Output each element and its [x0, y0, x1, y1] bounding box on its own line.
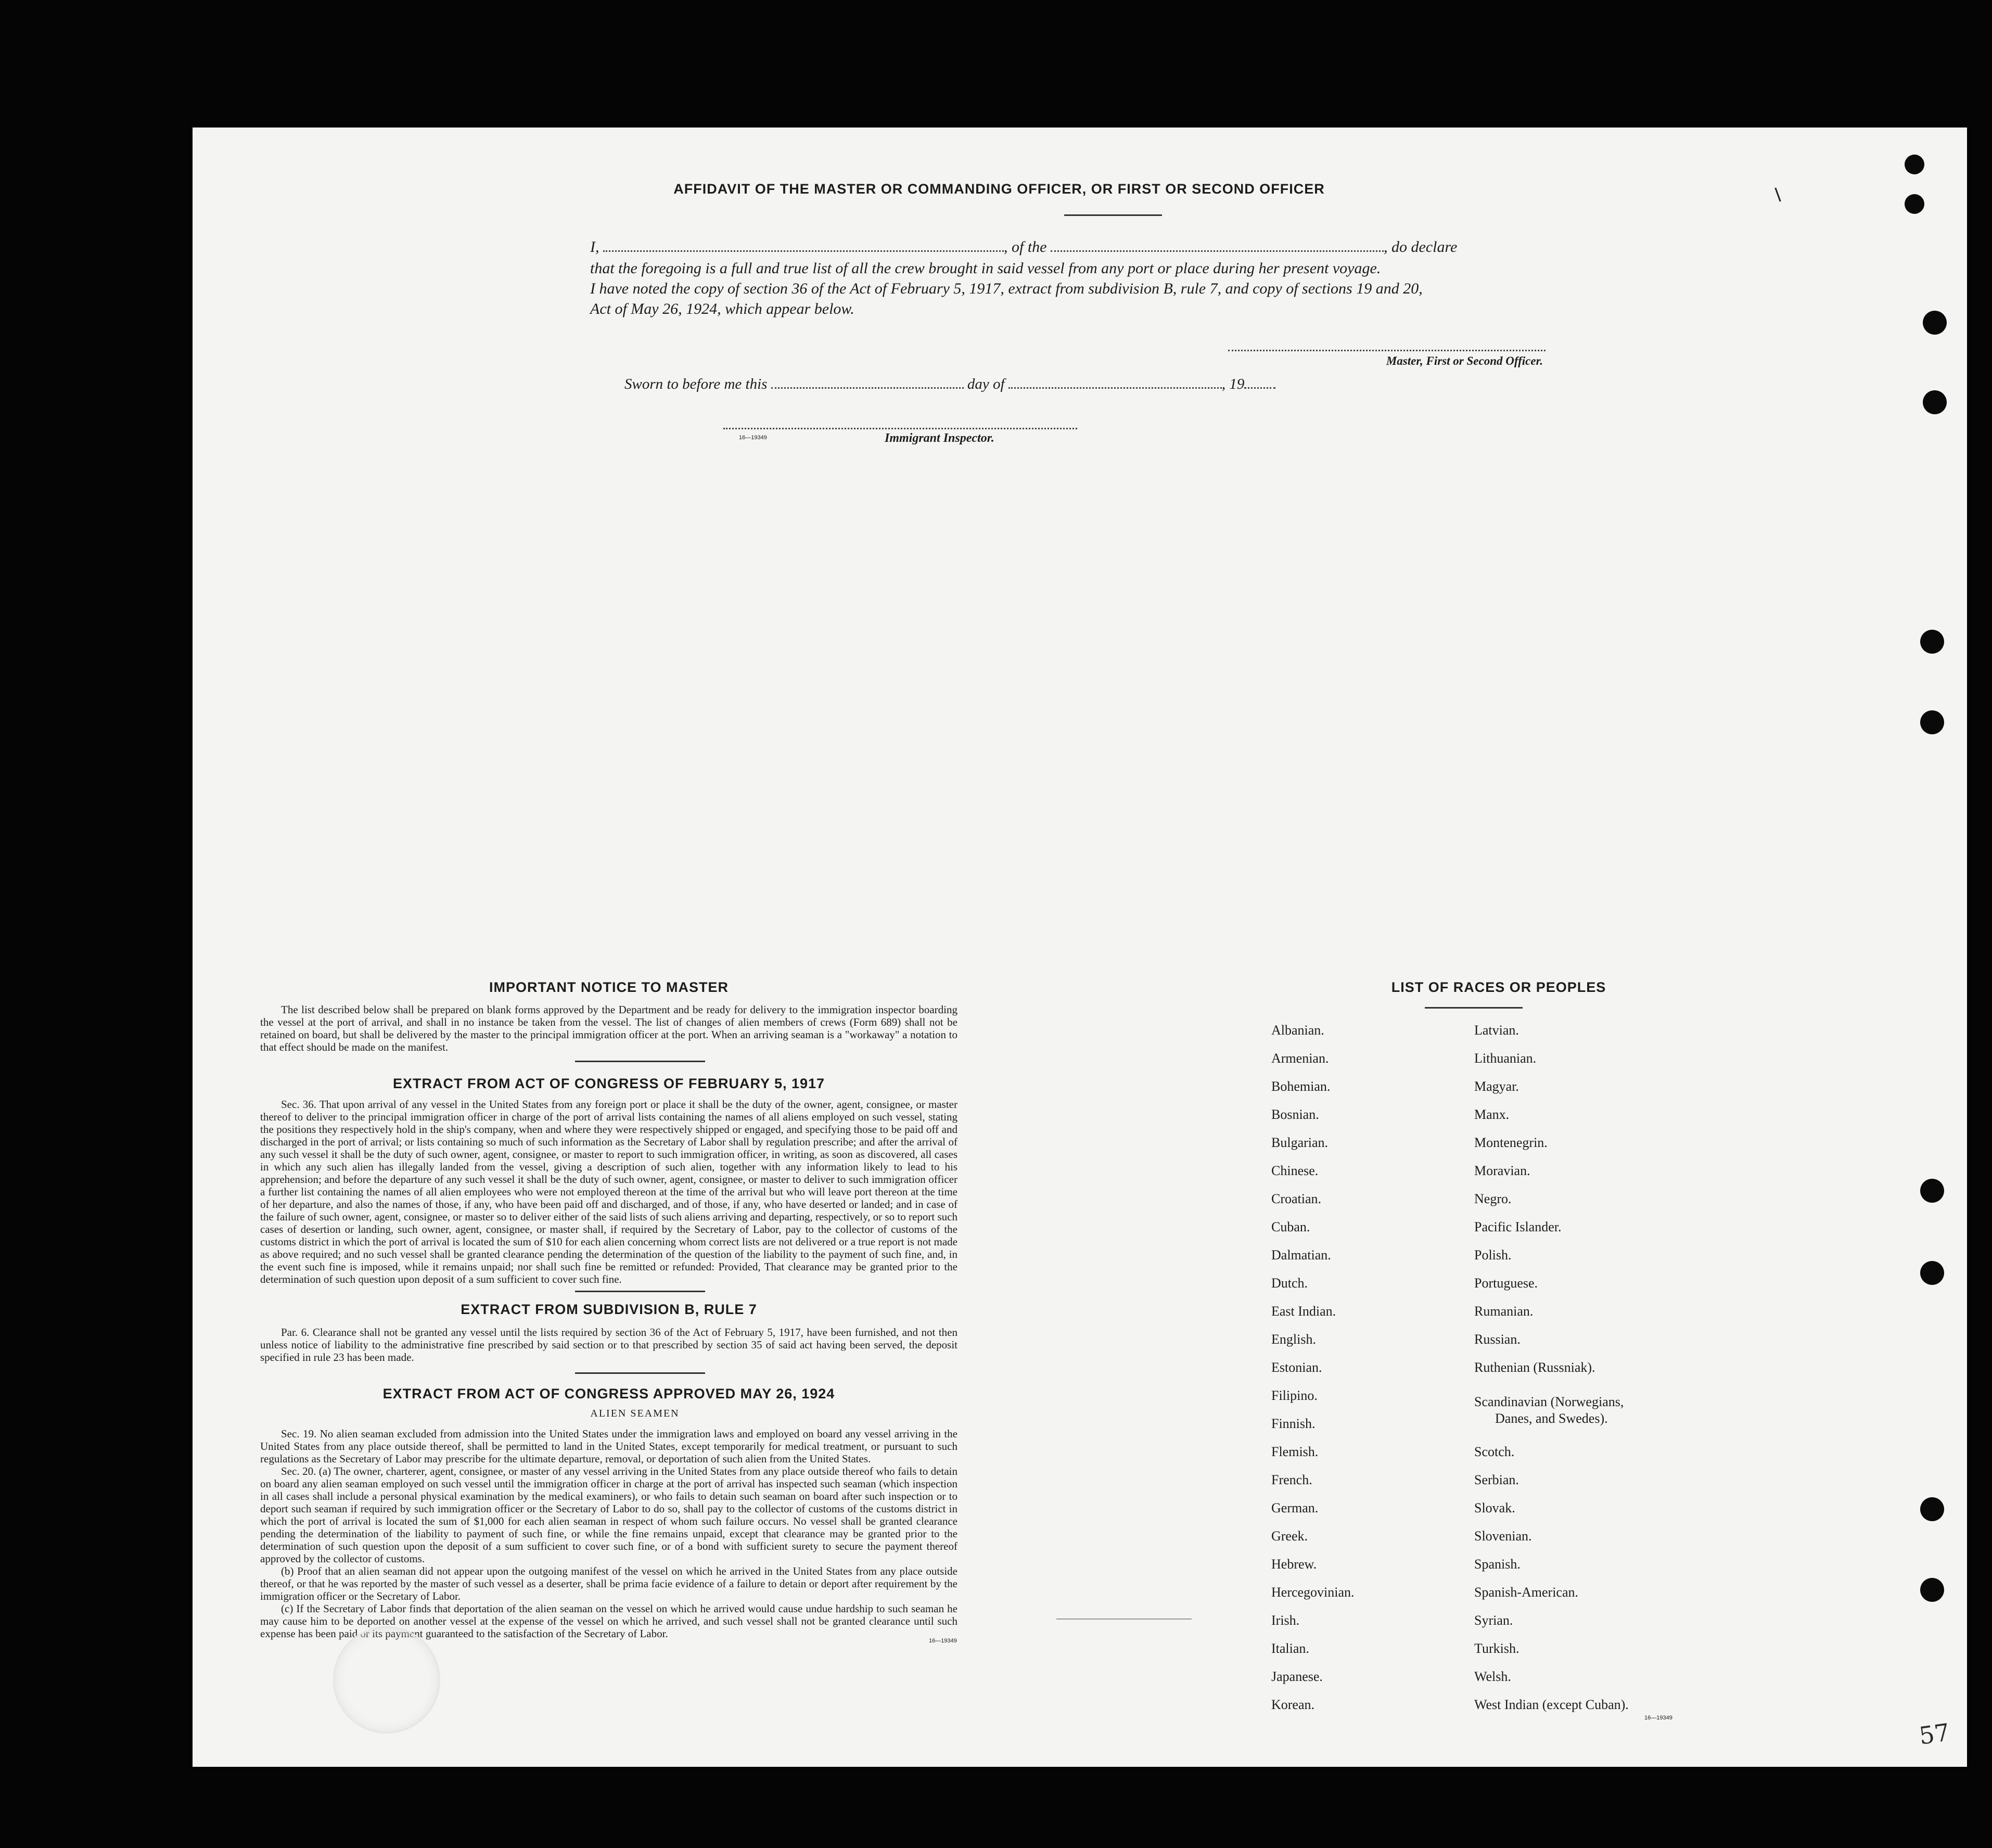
- race-item: Turkish.: [1474, 1641, 1519, 1656]
- race-item: Danes, and Swedes).: [1495, 1411, 1608, 1426]
- par-6-text: Par. 6. Clearance shall not be granted any vessel until the lists required by section 36 of the Act of February 5, 1917, have been furnished, and not then unless notice of liability to the administrative fine prescribed by said section or to that prescribed by section 35 of said act having been served, the deposit specified in rule 23 has been made.: [260, 1326, 957, 1363]
- race-item: Spanish-American.: [1474, 1585, 1579, 1600]
- affidavit-line-4: Act of May 26, 1924, which appear below.: [590, 300, 854, 317]
- race-item: Hebrew.: [1271, 1557, 1317, 1572]
- race-item: Japanese.: [1271, 1669, 1323, 1684]
- declaration-do-declare: , do declare: [1384, 238, 1458, 256]
- race-item: East Indian.: [1271, 1304, 1336, 1319]
- affidavit-line-3: I have noted the copy of section 36 of the Act of February 5, 1917, extract from subdivision B, rule 7, and copy of sections 19 and 20,: [590, 280, 1423, 297]
- declaration-of-the: , of the: [1004, 238, 1047, 256]
- binder-hole: [1920, 1497, 1944, 1521]
- binder-hole: [1920, 1261, 1944, 1285]
- binder-hole: [1920, 630, 1944, 654]
- sworn-year-blank[interactable]: [1244, 387, 1275, 389]
- document-page: [193, 128, 1967, 1767]
- race-item: Korean.: [1271, 1697, 1315, 1712]
- binder-hole: [1905, 155, 1924, 174]
- form-number: 16—19349: [929, 1638, 957, 1644]
- race-item: Irish.: [1271, 1613, 1300, 1628]
- race-item: Scandinavian (Norwegians,: [1474, 1394, 1624, 1409]
- inspector-signature-line[interactable]: [723, 428, 1077, 429]
- vessel-blank[interactable]: [1051, 250, 1384, 252]
- race-item: Manx.: [1474, 1107, 1510, 1122]
- race-item: Rumanian.: [1474, 1304, 1534, 1319]
- race-item: Albanian.: [1271, 1023, 1324, 1038]
- binder-hole: [1905, 194, 1924, 214]
- race-item: Dalmatian.: [1271, 1247, 1331, 1263]
- rule7-body: [260, 1326, 957, 1363]
- race-item: German.: [1271, 1500, 1319, 1515]
- race-item: Hercegovinian.: [1271, 1585, 1355, 1600]
- declaration-i: I,: [590, 238, 599, 256]
- race-item: Polish.: [1474, 1247, 1512, 1263]
- race-item: Portuguese.: [1474, 1276, 1538, 1291]
- race-item: Flemish.: [1271, 1444, 1319, 1459]
- sec-36-text: Sec. 36. That upon arrival of any vessel in the United States from any foreign port or place it shall be the duty of the owner, agent, consignee, or master thereof to deliver to the principal immigration officer in charge of the port of arrival lists containing the names of all aliens employed on such vessel, stating the positions they respectively hold in the ship's company, when and where they were respectively shipped or engaged, and specifying those to be paid off and discharged in the port of arrival; or lists containing so much of such information as the Secretary of Labor shall by regulation prescribe; and after the arrival of any such vessel it shall be the duty of such owner, agent, consignee, or master to report to such immigration officer, in writing, as soon as discovered, all cases in which any such alien has illegally landed from the vessel, giving a description of such alien, together with any information likely to lead to his apprehension; and before the departure of any such vessel it shall be the duty of such owner, agent, consignee, or master to deliver to such immigration officer a further list containing the names of all alien employees who were not employed thereon at the time of the arrival but who will leave port thereon at the time of her departure, and also the names of those, if any, who have been paid off and discharged, and of those, if any, who have deserted or landed; and in case of the failure of such owner, agent, consignee, or master so to deliver either of the said lists of such aliens arriving and departing, respectively, or so to report such cases of desertion or landing, such owner, agent, consignee, or master shall, if required by the Secretary of Labor, pay to the collector of customs of the customs district in which the port of arrival is located the sum of $10 for each alien concerning whom correct lists are not delivered or a true report is not made as above required; and no such vessel shall be granted clearance pending the determination of the question of the liability to the payment of such fine, and, in the event such fine is imposed, while it remains unpaid; nor shall such fine be remitted or refunded: Provided, That clearance may be granted prior to the determination of such question upon deposit of a sum sufficient to cover such fine.: [260, 1098, 957, 1285]
- embossed-seal: [333, 1626, 440, 1734]
- sec-20a-text: Sec. 20. (a) The owner, charterer, agent, consignee, or master of any vessel arriving in the United States from any place outside thereof who fails to detain on board any alien seaman employed on such vessel until the immigration officer in charge at the port of arrival has inspected such seaman (which inspection in all cases shall include a personal physical examination by the medical examiners), or who fails to detain such seaman on board after such inspection or to deport such seaman if required by such immigration officer or the Secretary of Labor to do so, shall pay to the collector of customs of the customs district in which the port of arrival is located the sum of $1,000 for each alien seaman in respect of whom such failure occurs. No vessel shall be granted clearance pending the determination of the liability to payment of such fine, or while the fine remains unpaid, except that clearance may be granted prior to the determination of such question upon the deposit of a sum sufficient to cover such fine, or of a bond with sufficient surety to secure the payment thereof approved by the collector of customs.: [260, 1465, 957, 1565]
- race-item: Cuban.: [1271, 1219, 1310, 1234]
- sworn-line: [624, 376, 1353, 393]
- race-item: French.: [1271, 1472, 1312, 1487]
- sworn-date-blank[interactable]: [771, 387, 964, 389]
- sworn-year: , 19: [1221, 376, 1245, 392]
- race-item: Greek.: [1271, 1528, 1308, 1544]
- name-blank[interactable]: [603, 250, 1004, 252]
- race-item: Lithuanian.: [1474, 1051, 1537, 1066]
- races-title: LIST OF RACES OR PEOPLES: [1391, 979, 1606, 995]
- extract-1917-body: [260, 1098, 957, 1285]
- sworn-prefix: Sworn to before me this: [624, 376, 768, 392]
- signature-label: Master, First or Second Officer.: [1386, 354, 1543, 367]
- section-divider: [575, 1291, 705, 1292]
- extract-1924-title: EXTRACT FROM ACT OF CONGRESS APPROVED MAY 26, 1924: [382, 1386, 835, 1401]
- section-divider: [575, 1372, 705, 1374]
- sworn-month-blank[interactable]: [1008, 387, 1222, 389]
- sec-20c-text: (c) If the Secretary of Labor finds that deportation of the alien seaman on the vessel on which he arrived would cause undue hardship to such seaman he may cause him to be deported on another vessel at the expense of the vessel on which he arrived, and such vessel shall not be granted clearance until such expense has been paid or its payment guaranteed to the satisfaction of the Secretary of Labor.: [260, 1602, 957, 1640]
- race-item: Latvian.: [1474, 1023, 1519, 1038]
- extract-1924-body: [260, 1428, 957, 1640]
- title-divider: [1064, 214, 1162, 216]
- stray-mark: [1774, 187, 1781, 201]
- race-item: Ruthenian (Russniak).: [1474, 1360, 1595, 1375]
- notice-text: The list described below shall be prepared on blank forms approved by the Department and be ready for delivery to the immigration inspector boarding the vessel at the port of arrival, and shall in no instance be taken from the vessel. The list of changes of alien members of crews (Form 689) shall not be retained on board, but shall be delivered by the master to the principal immigration officer at the port. When an arriving seaman is a "workaway" a notation to that effect should be made on the manifest.: [260, 1003, 957, 1053]
- stray-mark: [1056, 1618, 1192, 1620]
- race-item: Welsh.: [1474, 1669, 1511, 1684]
- races-divider: [1425, 1007, 1523, 1009]
- signature-line[interactable]: [1228, 350, 1546, 351]
- margin-note: 57: [1917, 1718, 1952, 1750]
- race-item: Armenian.: [1271, 1051, 1329, 1066]
- section-divider: [575, 1061, 705, 1062]
- race-item: Finnish.: [1271, 1416, 1316, 1431]
- race-item: Negro.: [1474, 1191, 1512, 1206]
- race-item: Chinese.: [1271, 1163, 1319, 1178]
- race-item: Italian.: [1271, 1641, 1309, 1656]
- affidavit-title: AFFIDAVIT OF THE MASTER OR COMMANDING OFFICER, OR FIRST OR SECOND OFFICER: [673, 181, 1325, 197]
- sworn-day-of: day of: [967, 376, 1005, 392]
- race-item: Croatian.: [1271, 1191, 1322, 1206]
- affidavit-declaration-line: [590, 238, 1568, 256]
- race-item: Russian.: [1474, 1332, 1521, 1347]
- rule7-title: EXTRACT FROM SUBDIVISION B, RULE 7: [461, 1302, 757, 1317]
- binder-hole: [1920, 1179, 1944, 1203]
- binder-hole: [1923, 311, 1947, 335]
- race-item: Pacific Islander.: [1474, 1219, 1562, 1234]
- race-item: Syrian.: [1474, 1613, 1513, 1628]
- race-item: Montenegrin.: [1474, 1135, 1548, 1150]
- form-number: 16—19349: [739, 435, 767, 441]
- race-item: Magyar.: [1474, 1079, 1519, 1094]
- race-item: West Indian (except Cuban).: [1474, 1697, 1629, 1712]
- race-item: Scotch.: [1474, 1444, 1515, 1459]
- form-number: 16—19349: [1644, 1715, 1672, 1721]
- race-item: Estonian.: [1271, 1360, 1322, 1375]
- race-item: Bulgarian.: [1271, 1135, 1329, 1150]
- inspector-label: Immigrant Inspector.: [885, 431, 994, 445]
- affidavit-line-2: that the foregoing is a full and true list of all the crew brought in said vessel from any port or place during her present voyage.: [590, 260, 1381, 277]
- race-item: Filipino.: [1271, 1388, 1318, 1403]
- race-item: Dutch.: [1271, 1276, 1308, 1291]
- sec-19-text: Sec. 19. No alien seaman excluded from admission into the United States under the immigration laws and employed on board any vessel arriving in the United States from any place outside thereof, shall be permitted to land in the United States, except temporarily for medical treatment, or pursuant to such regulations as the Secretary of Labor may prescribe for the ultimate departure, removal, or deportation of such alien from the United States.: [260, 1428, 957, 1465]
- race-item: Serbian.: [1474, 1472, 1519, 1487]
- notice-title: IMPORTANT NOTICE TO MASTER: [489, 979, 729, 995]
- race-item: Bohemian.: [1271, 1079, 1331, 1094]
- race-item: Slovak.: [1474, 1500, 1515, 1515]
- race-item: Moravian.: [1474, 1163, 1530, 1178]
- binder-hole: [1920, 1578, 1944, 1602]
- binder-hole: [1923, 390, 1947, 414]
- binder-hole: [1920, 710, 1944, 734]
- race-item: Slovenian.: [1474, 1528, 1532, 1544]
- race-item: Bosnian.: [1271, 1107, 1319, 1122]
- alien-seamen-subtitle: ALIEN SEAMEN: [590, 1408, 680, 1419]
- extract-1917-title: EXTRACT FROM ACT OF CONGRESS OF FEBRUARY 5, 1917: [392, 1076, 825, 1091]
- race-item: English.: [1271, 1332, 1316, 1347]
- sec-20b-text: (b) Proof that an alien seaman did not appear upon the outgoing manifest of the vessel on which he arrived in the United States from any place outside thereof, or that he was reported by the master of such vessel as a deserter, shall be prima facie evidence of a failure to detain or deport after requirement by the immigration officer or the Secretary of Labor.: [260, 1565, 957, 1602]
- notice-body: [260, 1003, 957, 1053]
- race-item: Spanish.: [1474, 1557, 1521, 1572]
